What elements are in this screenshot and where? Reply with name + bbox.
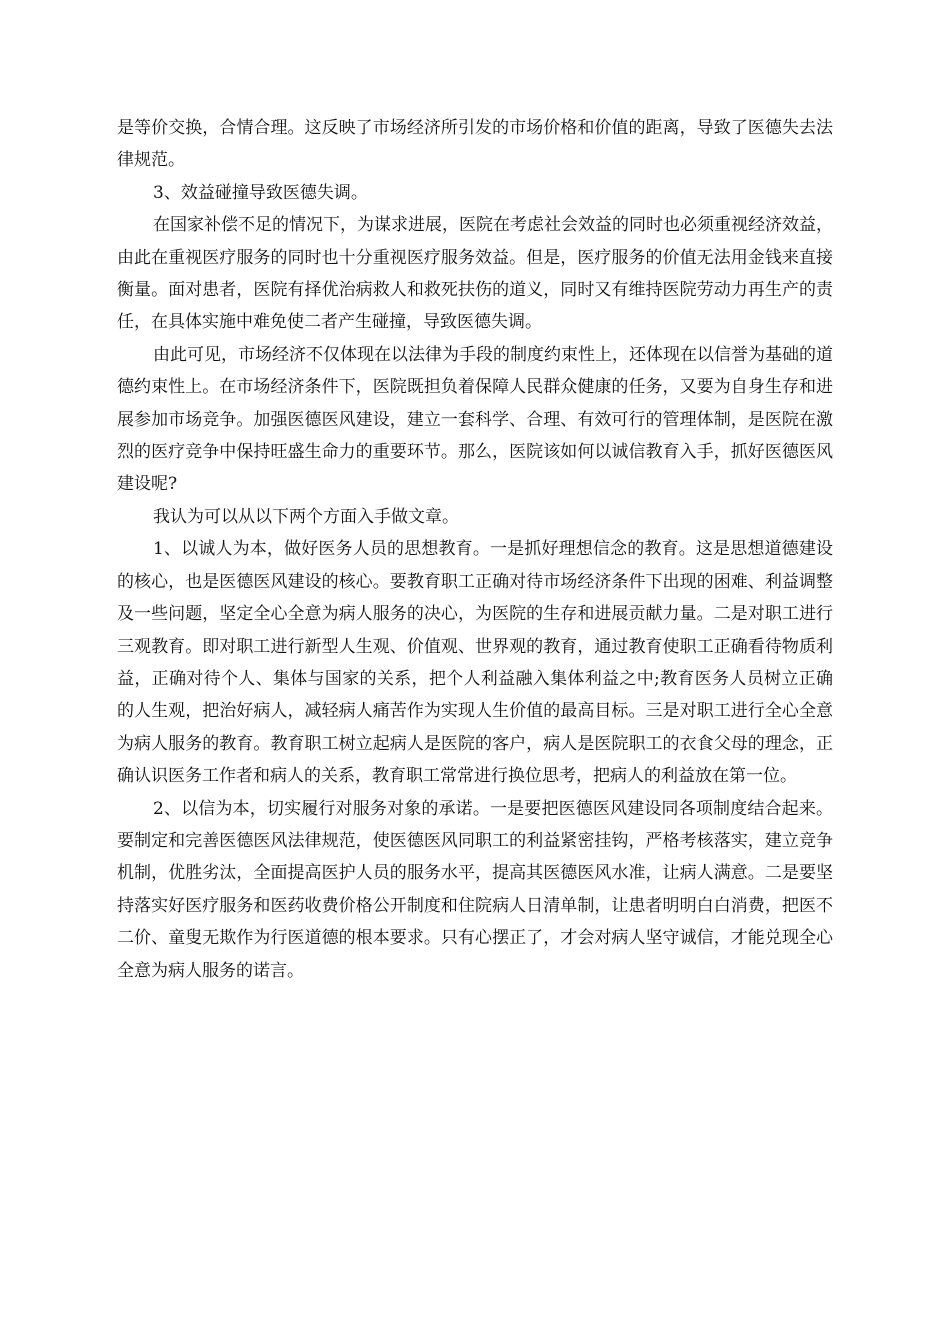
heading-benefit-collision: 3、效益碰撞导致医德失调。 — [153, 182, 368, 203]
paragraph-benefit-collision: 在国家补偿不足的情况下，为谋求进展，医院在考虑社会效益的同时也必须重视经济效益，由此在重视医疗服务的同时也十分重视医疗服务效益。但是，医疗服务的价值无法用金钱来直接衡量。面对患者，医院有择优治病救人和救死扶伤的道义，同时又有维持医院劳动力再生产的责任，在具体实施中难免使二者产生碰撞，导致医德失调。 — [117, 215, 833, 333]
paragraph-two-aspects: 我认为可以从以下两个方面入手做文章。 — [153, 506, 459, 527]
paragraph-trust-commitment: 2、以信为本，切实履行对服务对象的承诺。一是要把医德医风建设同各项制度结合起来。要制定和完善医德医风法律规范，使医德医风同职工的利益紧密挂钩，严格考核落实，建立竞争机制，优胜劣汰，全面提高医护人员的服务水平，提高其医德医风水准，让病人满意。二是要坚持落实好医疗服务和医药收费价格公开制度和住院病人日清单制，让患者明明白白消费，把医不二价、童叟无欺作为行医道德的根本要求。只有心摆正了，才会对病人坚守诚信，才能兑现全心全意为病人服务的诺言。 — [117, 798, 833, 981]
paragraph-integrity-education: 1、以诚人为本，做好医务人员的思想教育。一是抓好理想信念的教育。这是思想道德建设的核心，也是医德医风建设的核心。要教育职工正确对待市场经济条件下出现的困难、利益调整及一些问题，坚定全心全意为病人服务的决心，为医院的生存和进展贡献力量。二是对职工进行三观教育。即对职工进行新型人生观、价值观、世界观的教育，通过教育使职工正确看待物质利益，正确对待个人、集体与国家的关系，把个人利益融入集体利益之中;教育医务人员树立正确的人生观，把治好病人，减轻病人痛苦作为实现人生价值的最高目标。三是对职工进行全心全意为病人服务的教育。教育职工树立起病人是医院的客户，病人是医院职工的衣食父母的理念，正确认识医务工作者和病人的关系，教育职工常常进行换位思考，把病人的利益放在第一位。 — [117, 539, 833, 787]
paragraph-continuation: 是等价交换，合情合理。这反映了市场经济所引发的市场价格和价值的距离，导致了医德失去法律规范。 — [117, 118, 833, 171]
paragraph-market-economy: 由此可见，市场经济不仅体现在以法律为手段的制度约束性上，还体现在以信誉为基础的道德约束性上。在市场经济条件下，医院既担负着保障人民群众健康的任务，又要为自身生存和进展参加市场竞争。加强医德医风建设，建立一套科学、合理、有效可行的管理体制，是医院在激烈的医疗竞争中保持旺盛生命力的重要环节。那么，医院该如何以诚信教育入手，抓好医德医风建设呢? — [117, 344, 833, 495]
document-body — [117, 112, 833, 987]
